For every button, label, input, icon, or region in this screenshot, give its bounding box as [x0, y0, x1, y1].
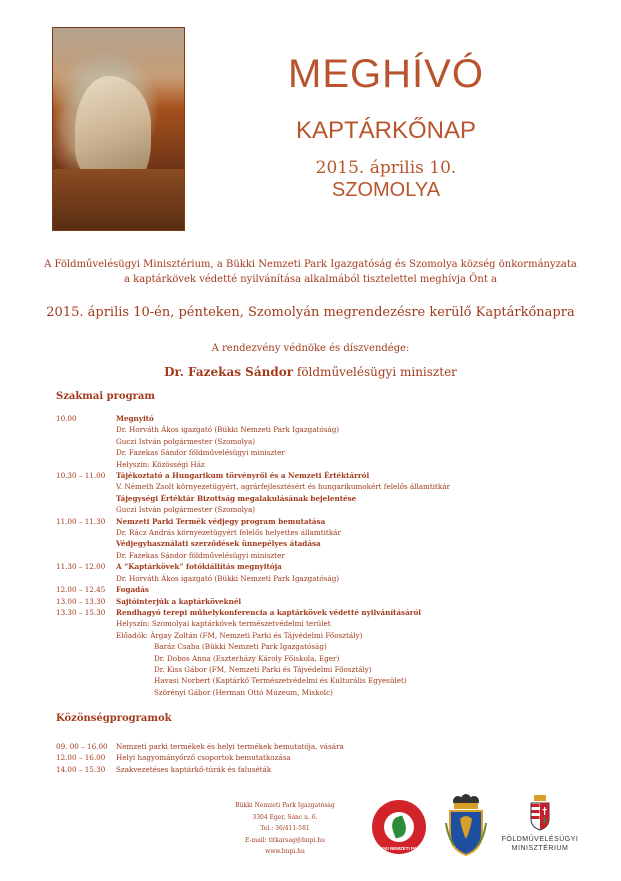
program-text: Dr. Rácz András környezetügyért felelős helyettes államtitkár	[116, 528, 341, 538]
program-row	[56, 607, 576, 618]
public-program-list	[56, 741, 576, 775]
invitation-title: MEGHÍVÓ	[288, 52, 484, 96]
program-row	[56, 550, 576, 561]
program-time: 10.00	[56, 414, 77, 423]
program-text: Szörényi Gábor (Herman Ottó Múzeum, Miskolc)	[154, 687, 333, 697]
public-program-time: 14.00 – 15.30	[56, 764, 106, 774]
event-place: SZOMOLYA	[331, 179, 441, 201]
program-text: Dr. Kiss Gábor (FM, Nemzeti Parki és Tájvédelmi Főosztály)	[154, 664, 372, 674]
program-row	[56, 447, 576, 458]
program-row	[56, 584, 576, 595]
program-time	[56, 573, 116, 584]
program-row	[56, 436, 576, 447]
program-time: 13.30 – 15.30	[56, 607, 106, 617]
program-list	[56, 413, 576, 698]
patron-line	[20, 365, 601, 379]
program-time: 13.00 – 13.30	[56, 596, 106, 606]
program-text: Dr. Fazekas Sándor földművelésügyi miniszter	[116, 550, 285, 560]
program-time	[56, 481, 116, 492]
footer-address	[220, 800, 350, 858]
program-text: Megnyitó	[116, 414, 154, 423]
fm-logo-line-1: FÖLDMŰVELÉSÜGYI	[501, 836, 579, 843]
program-text: Helyszín: Szomolyai kaptárkövek természetvédelmi terület	[116, 619, 331, 629]
program-time	[56, 504, 116, 515]
public-program-row	[56, 764, 576, 775]
program-time	[56, 527, 116, 538]
public-program-text: Szakvezetéses kaptárkő-túrák és faluséták	[116, 764, 272, 774]
program-text: Nemzeti Parki Termék védjegy program bemutatása	[116, 516, 326, 526]
program-row	[56, 481, 576, 492]
program-time	[56, 653, 116, 664]
hungarian-coat-of-arms-icon	[529, 795, 551, 831]
public-program-text: Nemzeti parki termékek és helyi termékek bemutatója, vására	[116, 742, 344, 751]
program-row	[56, 527, 576, 538]
program-row	[56, 596, 576, 607]
public-section-title: Közönségprogramok	[56, 713, 172, 724]
footer-street: 3304 Eger, Sánc u. 6.	[252, 813, 318, 821]
program-row	[56, 573, 576, 584]
program-row	[56, 561, 576, 572]
program-row	[56, 664, 576, 675]
program-row	[56, 630, 576, 641]
public-program-text: Helyi hagyományőrző csoportok bemutatkozása	[116, 753, 291, 763]
program-text: Dr. Horváth Ákos igazgató (Bükki Nemzeti Park Igazgatóság)	[116, 573, 340, 583]
program-text: A “Kaptárkövek” fotókiállítás megnyitója	[116, 562, 282, 572]
program-time	[56, 447, 116, 458]
program-row	[56, 538, 576, 549]
program-time	[56, 618, 116, 629]
program-text: Tájegységi Értéktár Bizottság megalakulásának bejelentése	[116, 493, 357, 503]
program-text: V. Németh Zsolt környezetügyért, agrárfejlesztésért és hungarikumokért felelős államtitkár	[116, 482, 451, 492]
program-text: Tájékoztató a Hungarikum törvényről és a Nemzeti Értéktárról	[116, 471, 370, 481]
footer-org: Bükki Nemzeti Park Igazgatóság	[235, 802, 335, 809]
program-text: Védjegyhasználati szerződések ünnepélyes átadása	[116, 539, 321, 549]
program-text: Sajtóinterjúk a kaptárköveknél	[116, 596, 242, 606]
header-photo-kaptarko	[52, 27, 185, 231]
program-row	[56, 504, 576, 515]
program-row	[56, 653, 576, 664]
intro-line-2: a kaptárkövek védetté nyilvánítása alkalmából tisztelettel meghívja Önt a	[124, 274, 497, 285]
program-time	[56, 436, 116, 447]
fm-logo-line-2: MINISZTÉRIUM	[511, 845, 569, 852]
program-time	[56, 550, 116, 561]
intro-line-1: A Földművelésügyi Minisztérium, a Bükki Nemzeti Park Igazgatóság és Szomolya község önkormányzata	[44, 259, 577, 270]
program-section-title: Szakmai program	[56, 391, 155, 402]
program-time	[56, 493, 116, 504]
program-time: 11.30 – 12.00	[56, 562, 106, 572]
program-time	[56, 687, 116, 698]
program-text: Baráz Csaba (Bükki Nemzeti Park Igazgatóság)	[154, 642, 327, 652]
bnp-logo	[372, 800, 426, 854]
program-row	[56, 459, 576, 470]
program-text: Dr. Fazekas Sándor földművelésügyi miniszter	[116, 448, 285, 458]
fm-logo	[490, 795, 590, 865]
event-headline: 2015. április 10-én, pénteken, Szomolyán megrendezésre kerülő Kaptárkőnapra	[46, 305, 575, 320]
program-text: Előadók: Árgay Zoltán (FM, Nemzeti Parki és Tájvédelmi Főosztály)	[116, 630, 363, 640]
program-time: 11.00 – 11.30	[56, 516, 106, 526]
program-time	[56, 630, 116, 641]
footer-web: www.bnpi.hu	[265, 848, 305, 855]
program-time	[56, 675, 116, 686]
program-row	[56, 470, 576, 481]
program-text: Guczi István polgármester (Szomolya)	[116, 505, 256, 515]
program-text: Fogadás	[116, 585, 149, 595]
public-program-time: 09. 00 – 16.00	[56, 742, 108, 751]
szomolya-crest-icon	[444, 793, 488, 857]
leaf-icon	[389, 815, 409, 839]
program-time	[56, 424, 116, 435]
patron-label: A rendezvény védnöke és díszvendége:	[211, 343, 410, 354]
footer-email: E-mail: titkarsag@bnpi.hu	[245, 836, 325, 844]
program-row	[56, 675, 576, 686]
program-row	[56, 516, 576, 527]
event-name: KAPTÁRKŐNAP	[295, 117, 477, 144]
program-row	[56, 687, 576, 698]
program-row	[56, 618, 576, 629]
program-time	[56, 538, 116, 549]
program-time: 10.30 – 11.00	[56, 471, 106, 481]
patron-name: Dr. Fazekas Sándor	[164, 365, 294, 379]
program-row	[56, 424, 576, 435]
event-date: 2015. április 10.	[315, 158, 457, 178]
photo-ground	[53, 169, 184, 230]
footer-phone: Tel.: 36/411-581	[260, 825, 310, 832]
bnp-logo-text: BÜKKI NEMZETI PARK	[374, 846, 424, 851]
program-row	[56, 641, 576, 652]
program-time	[56, 641, 116, 652]
program-text: Rendhagyó terepi műhelykonferencia a kaptárkövek védetté nyilvánításáról	[116, 607, 422, 617]
program-time	[56, 664, 116, 675]
program-text: Dr. Dobos Anna (Eszterházy Károly Főiskola, Eger)	[154, 653, 340, 663]
program-text: Dr. Horváth Ákos igazgató (Bükki Nemzeti Park Igazgatóság)	[116, 425, 340, 435]
public-program-row	[56, 752, 576, 763]
public-program-row	[56, 741, 576, 752]
program-text: Havasi Norbert (Kaptárkő Természetvédelmi és Kulturális Egyesület)	[154, 676, 407, 686]
program-time: 12.00 – 12.45	[56, 585, 106, 595]
patron-role: földművelésügyi miniszter	[296, 365, 457, 379]
program-row	[56, 413, 576, 424]
program-time	[56, 459, 116, 470]
program-text: Guczi István polgármester (Szomolya)	[116, 436, 256, 446]
program-text: Helyszín: Közösségi Ház	[116, 459, 205, 469]
program-row	[56, 493, 576, 504]
bnp-logo-center	[384, 812, 414, 842]
public-program-time: 12.00 – 16.00	[56, 753, 106, 763]
intro-text	[20, 257, 601, 287]
